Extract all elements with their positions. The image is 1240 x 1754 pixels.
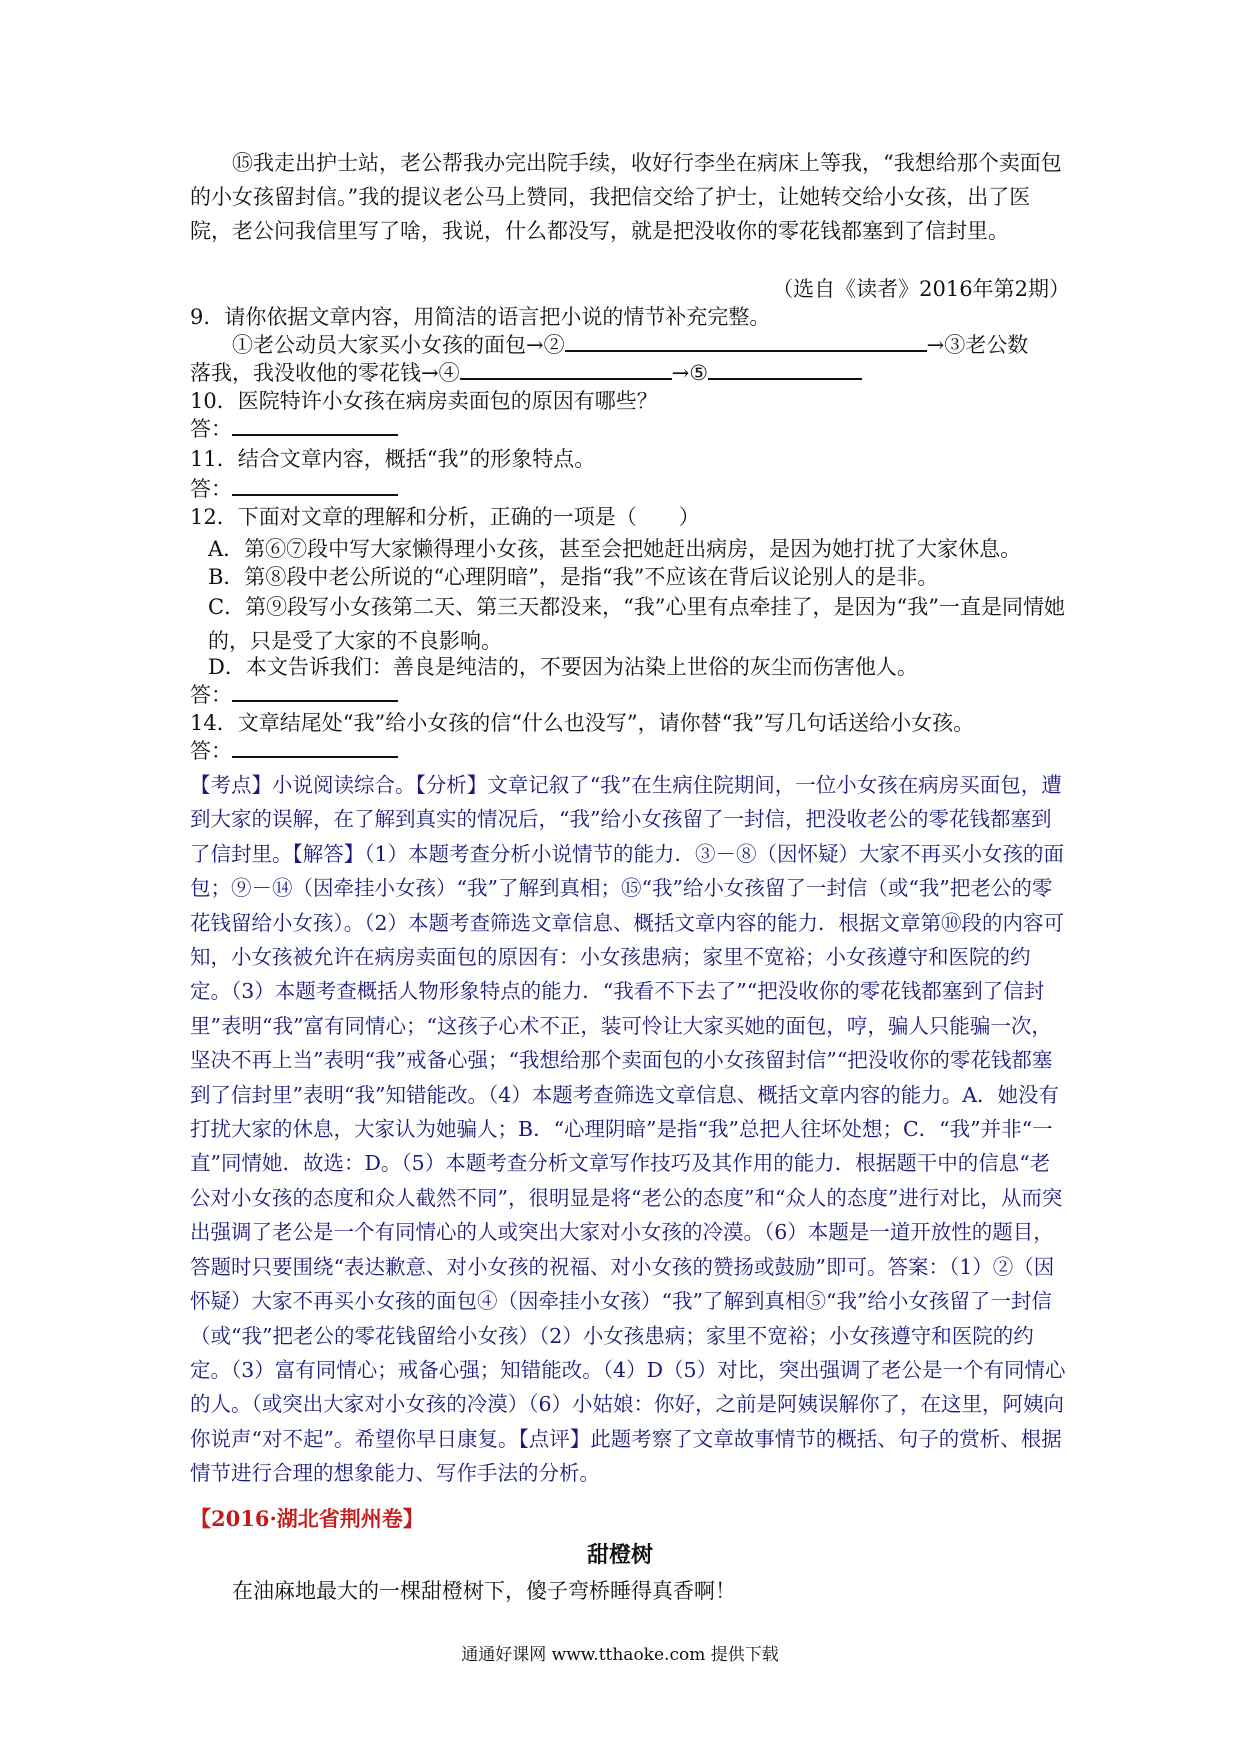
question-10-answer bbox=[190, 412, 1070, 446]
answer-blank-2[interactable] bbox=[565, 328, 927, 352]
q9-line1-end: →③老公数 bbox=[926, 333, 1029, 357]
answer-blank-q14[interactable] bbox=[232, 734, 398, 758]
story-title: 甜橙树 bbox=[586, 1542, 653, 1568]
option-d: D．本文告诉我们：善良是纯洁的，不要因为沾染上世俗的灰尘而伤害他人。 bbox=[208, 655, 918, 679]
option-c: C．第⑨段写小女孩第二天、第三天都没来，“我”心里有点牵挂了，是因为“我”一直是同情她的，只是受了大家的不良影响。 bbox=[208, 595, 1066, 653]
analysis-answer-block: 【考点】小说阅读综合。【分析】文章记叙了“我”在生病住院期间，一位小女孩在病房买面包，遭到大家的误解，在了解到真实的情况后，“我”给小女孩留了一封信，把没收老公的零花钱都塞到了信封里。【解答】（1）本题考查分析小说情节的能力．③－⑧（因怀疑）大家不再买小女孩的面包；⑨－⑭（因牵挂小女孩）“我”了解到真相；⑮“我”给小女孩留了一封信（或“我”把老公的零花钱留给小女孩）。（2）本题考查筛选文章信息、概括文章内容的能力．根据文章第⑩段的内容可知，小女孩被允许在病房卖面包的原因有：小女孩患病；家里不宽裕；小女孩遵守和医院的约定。（3）本题考查概括人物形象特点的能力．“我看不下去了”“把没收你的零花钱都塞到了信封里”表明“我”富有同情心；“这孩子心术不正，装可怜让大家买她的面包，哼，骗人只能骗一次，坚决不再上当”表明“我”戒备心强；“我想给那个卖面包的小女孩留封信”“把没收你的零花钱都塞到了信封里”表明“我”知错能改。（4）本题考查筛选文章信息、概括文章内容的能力。A．她没有打扰大家的休息，大家认为她骗人；B．“心理阴暗”是指“我”总把人往坏处想；C．“我”并非“一直”同情她．故选：D。（5）本题考查分析文章写作技巧及其作用的能力．根据题干中的信息“老公对小女孩的态度和众人截然不同”，很明显是将“老公的态度”和“众人的态度”进行对比，从而突出强调了老公是一个有同情心的人或突出大家对小女孩的冷漠。（6）本题是一道开放性的题目，答题时只要围绕“表达歉意、对小女孩的祝福、对小女孩的赞扬或鼓励”即可。答案：（1）②（因怀疑）大家不再买小女孩的面包④（因牵挂小女孩）“我”了解到真相⑤“我”给小女孩留了一封信（或“我”把老公的零花钱留给小女孩）（2）小女孩患病；家里不宽裕；小女孩遵守和医院的约定。（3）富有同情心；戒备心强；知错能改。（4）D（5）对比，突出强调了老公是一个有同情心的人。（或突出大家对小女孩的冷漠）（6）小姑娘：你好，之前是阿姨误解你了，在这里，阿姨向你说声“对不起”。希望你早日康复。【点评】此题考察了文章故事情节的概括、句子的赏析、根据情节进行合理的想象能力、写作手法的分析。 bbox=[190, 773, 1066, 1486]
section-tag: 【2016·湖北省荆州卷】 bbox=[190, 1506, 424, 1531]
question-10: 10．医院特许小女孩在病房卖面包的原因有哪些？ bbox=[190, 389, 658, 413]
story-first-line: 在油麻地最大的一棵甜橙树下，傻子弯桥睡得真香啊！ bbox=[232, 1579, 736, 1603]
answer-blank-5[interactable] bbox=[708, 356, 862, 380]
question-14-answer bbox=[190, 734, 1070, 768]
answer-blank-4[interactable] bbox=[460, 356, 672, 380]
question-14: 14．文章结尾处“我”给小女孩的信“什么也没写”，请你替“我”写几句话送给小女孩。 bbox=[190, 711, 975, 735]
q9-line2-start: 落我，我没收他的零花钱→④ bbox=[190, 361, 460, 385]
answer-label: 答： bbox=[190, 739, 232, 763]
source-citation: （选自《读者》2016年第2期） bbox=[772, 277, 1070, 301]
answer-label: 答： bbox=[190, 417, 232, 441]
option-b: B．第⑧段中老公所说的“心理阴暗”，是指“我”不应该在背后议论别人的是非。 bbox=[208, 565, 939, 589]
answer-label: 答： bbox=[190, 477, 232, 501]
answer-blank-q11[interactable] bbox=[232, 472, 398, 496]
question-11: 11．结合文章内容，概括“我”的形象特点。 bbox=[190, 447, 596, 471]
answer-blank-q12[interactable] bbox=[232, 678, 398, 702]
q9-line1-start: ①老公动员大家买小女孩的面包→② bbox=[232, 333, 565, 357]
paragraph-15: ⑮我走出护士站，老公帮我办完出院手续，收好行李坐在病床上等我，“我想给那个卖面包的小女孩留封信。”我的提议老公马上赞同，我把信交给了护士，让她转交给小女孩，出了医院，老公问我信里写了啥，我说，什么都没写，就是把没收你的零花钱都塞到了信封里。 bbox=[190, 151, 1062, 243]
option-a: A．第⑥⑦段中写大家懒得理小女孩，甚至会把她赶出病房，是因为她打扰了大家休息。 bbox=[208, 537, 1022, 561]
answer-blank-q10[interactable] bbox=[232, 412, 398, 436]
answer-label: 答： bbox=[190, 683, 232, 707]
question-9: 9．请你依据文章内容，用简洁的语言把小说的情节补充完整。 bbox=[190, 305, 771, 329]
q9-line2-mid: →⑤ bbox=[671, 361, 709, 385]
footer-text: 通通好课网 www.tthaoke.com 提供下载 bbox=[461, 1645, 779, 1665]
question-12: 12．下面对文章的理解和分析，正确的一项是（ ） bbox=[190, 505, 700, 529]
